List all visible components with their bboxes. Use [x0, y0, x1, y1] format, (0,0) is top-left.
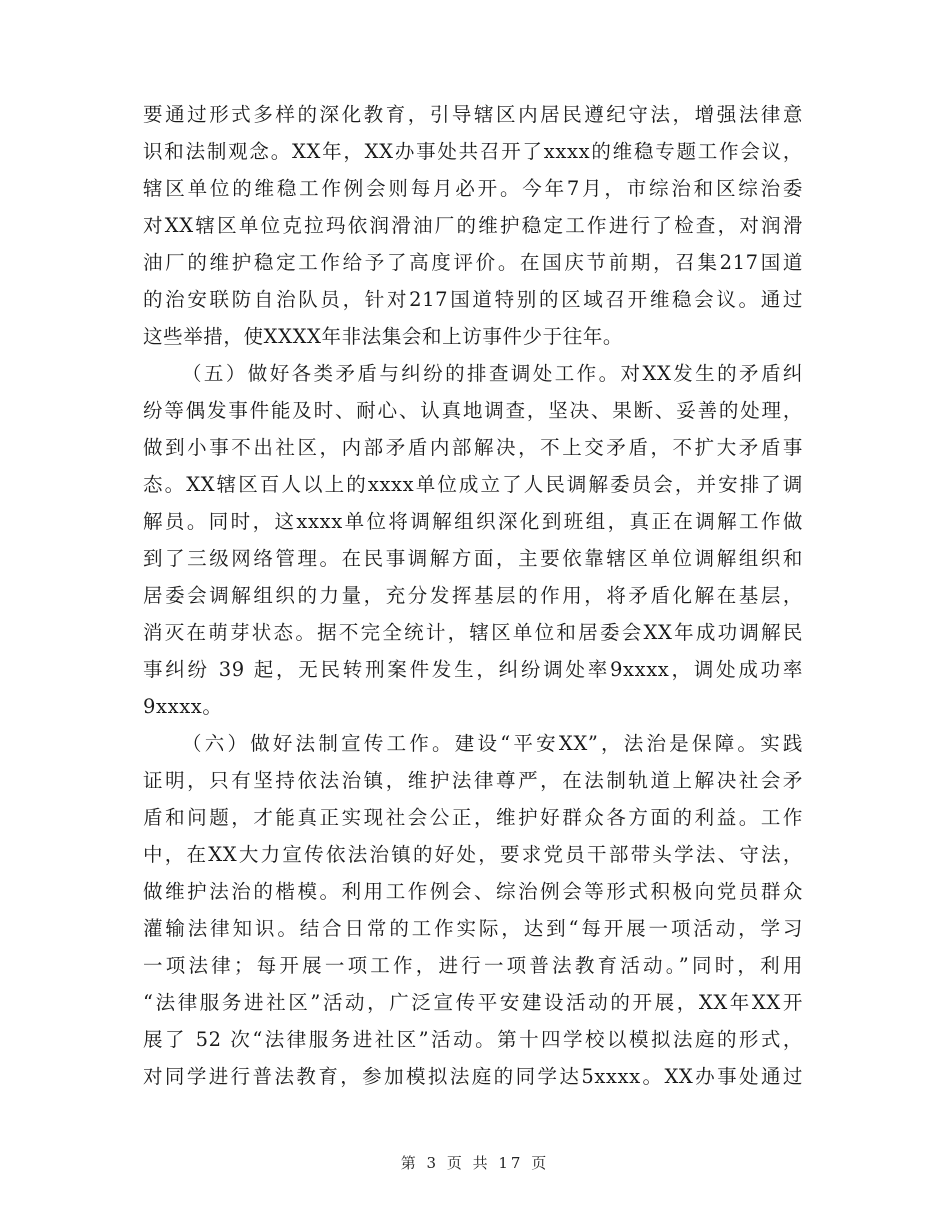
text-line: 这些举措，使XXXX年非法集会和上访事件少于往年。: [143, 325, 624, 348]
text-line: 灌输法律知识。结合日常的工作实际，达到“每开展一项活动，学习: [143, 917, 803, 940]
text-line: 要通过形式多样的深化教育，引导辖区内居民遵纪守法，增强法律意: [143, 103, 803, 126]
text-line: 证明，只有坚持依法治镇，维护法律尊严，在法制轨道上解决社会矛: [143, 769, 803, 792]
document-body: [143, 96, 803, 1095]
text-line: “法律服务进社区”活动，广泛宣传平安建设活动的开展，XX年XX开: [143, 991, 803, 1014]
text-line: 的治安联防自治队员，针对217国道特别的区域召开维稳会议。通过: [143, 288, 803, 311]
text-line: 消灭在萌芽状态。据不完全统计，辖区单位和居委会XX年成功调解民: [143, 621, 803, 644]
text-line: 解员。同时，这xxxx单位将调解组织深化到班组，真正在调解工作做: [143, 510, 803, 533]
text-line: 辖区单位的维稳工作例会则每月必开。今年7月，市综治和区综治委: [143, 177, 803, 200]
text-line: 展了 52 次“法律服务进社区”活动。第十四学校以模拟法庭的形式，: [143, 1028, 803, 1051]
text-line: （五）做好各类矛盾与纠纷的排查调处工作。对XX发生的矛盾纠: [182, 362, 803, 385]
text-line: 对同学进行普法教育，参加模拟法庭的同学达5xxxx。XX办事处通过: [143, 1065, 803, 1088]
text-line: 居委会调解组织的力量，充分发挥基层的作用，将矛盾化解在基层，: [143, 584, 803, 607]
text-line: 9xxxx。: [143, 695, 223, 718]
paragraph-3-section-six: [143, 725, 803, 1095]
text-line: 对XX辖区单位克拉玛依润滑油厂的维护稳定工作进行了检查，对润滑: [143, 214, 803, 237]
text-line: 事纠纷 39 起，无民转刑案件发生，纠纷调处率9xxxx，调处成功率: [143, 658, 803, 681]
paragraph-2-section-five: [143, 355, 803, 725]
text-line: 一项法律；每开展一项工作，进行一项普法教育活动。”同时，利用: [143, 954, 803, 977]
paragraph-1: [143, 96, 803, 355]
text-line: 做到小事不出社区，内部矛盾内部解决，不上交矛盾，不扩大矛盾事: [143, 436, 803, 459]
text-line: 盾和问题，才能真正实现社会公正，维护好群众各方面的利益。工作: [143, 806, 803, 829]
text-line: （六）做好法制宣传工作。建设“平安XX”，法治是保障。实践: [182, 732, 803, 755]
text-line: 纷等偶发事件能及时、耐心、认真地调查，坚决、果断、妥善的处理，: [143, 399, 803, 422]
text-line: 中，在XX大力宣传依法治镇的好处，要求党员干部带头学法、守法，: [143, 843, 803, 866]
text-line: 态。XX辖区百人以上的xxxx单位成立了人民调解委员会，并安排了调: [143, 473, 803, 496]
text-line: 做维护法治的楷模。利用工作例会、综治例会等形式积极向党员群众: [143, 880, 803, 903]
text-line: 到了三级网络管理。在民事调解方面，主要依靠辖区单位调解组织和: [143, 547, 803, 570]
text-line: 油厂的维护稳定工作给予了高度评价。在国庆节前期，召集217国道: [143, 251, 803, 274]
page-number-footer: 第 3 页 共 17 页: [400, 1154, 550, 1172]
text-line: 识和法制观念。XX年，XX办事处共召开了xxxx的维稳专题工作会议，: [143, 140, 803, 163]
